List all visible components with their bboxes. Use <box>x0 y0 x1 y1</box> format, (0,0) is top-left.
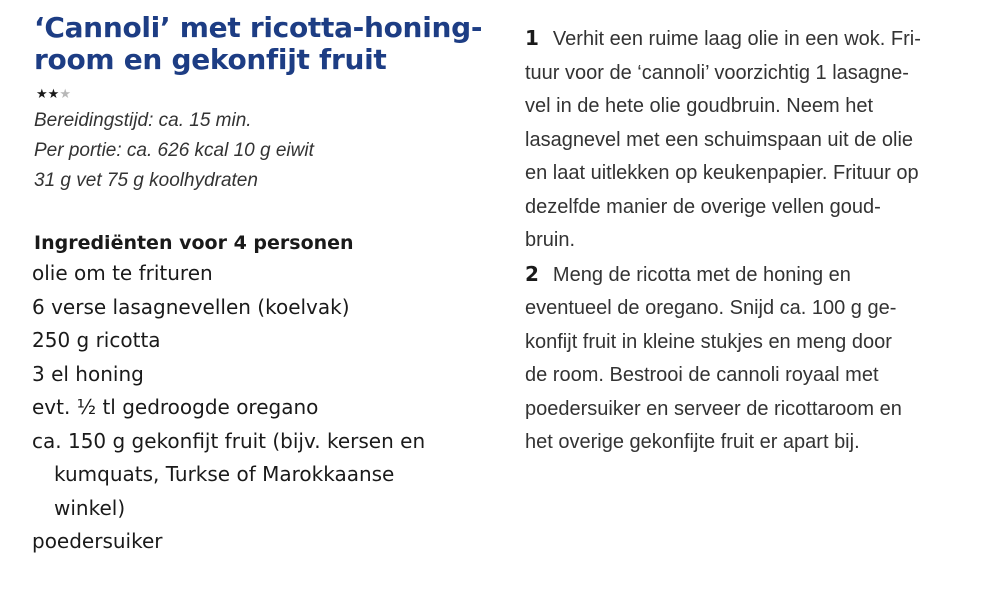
ingredient-item: poedersuiker <box>32 529 163 553</box>
recipe-meta <box>34 106 500 196</box>
step-1 <box>525 22 975 258</box>
ingredient-item: 250 g ricotta <box>32 328 161 352</box>
ingredient-item: olie om te frituren <box>32 261 213 285</box>
macros: 31 g vet 75 g koolhydraten <box>34 170 258 191</box>
step-line: de room. Bestrooi de cannoli royaal met <box>525 364 879 386</box>
step-line: konfijt fruit in kleine stukjes en meng door <box>525 330 892 353</box>
title-line-2: room en gekonfijt fruit <box>34 43 387 76</box>
ingredient-item: evt. ½ tl gedroogde oregano <box>32 395 319 419</box>
ingredient-item: ca. 150 g gekonfijt fruit (bijv. kersen en kumquats, Turkse of Marokkaanse winkel) <box>32 428 426 520</box>
star-filled-icon: ★★ <box>36 87 60 102</box>
step-line: 1 Verhit een ruime laag olie in een wok. Fri- <box>525 26 921 50</box>
per-portion: Per portie: ca. 626 kcal 10 g eiwit <box>34 140 314 161</box>
step-line: dezelfde manier de overige vellen goud- <box>525 195 881 218</box>
step-number: 2 <box>525 261 539 286</box>
step-line: eventueel de oregano. Snijd ca. 100 g ge- <box>525 297 897 319</box>
step-number: 1 <box>525 26 539 50</box>
prep-time: Bereidingstijd: ca. 15 min. <box>34 110 252 131</box>
right-column <box>525 22 975 460</box>
ingredient-item: 3 el honing <box>32 361 144 386</box>
step-2 <box>525 258 975 460</box>
step-line: bruin. <box>525 229 576 251</box>
difficulty-rating <box>36 88 500 102</box>
ingredient-item: 6 verse lasagnevellen (koelvak) <box>32 294 350 319</box>
step-line: het overige gekonfijte fruit er apart bij. <box>525 431 860 453</box>
step-line: 2 Meng de ricotta met de honing en <box>525 261 851 286</box>
step-line: tuur voor de ‘cannoli’ voorzichtig 1 lasagne- <box>525 61 909 84</box>
recipe-title <box>34 12 500 76</box>
title-line-1: ‘Cannoli’ met ricotta-honing- <box>34 11 483 44</box>
left-column <box>30 12 500 559</box>
star-empty-icon: ★ <box>59 87 71 102</box>
step-line: poedersuiker en serveer de ricottaroom en <box>525 397 902 420</box>
step-line: en laat uitlekken op keukenpapier. Frituur op <box>525 162 919 184</box>
ingredients-list <box>30 257 500 559</box>
step-line: lasagnevel met een schuimspaan uit de olie <box>525 128 914 151</box>
step-line: vel in de hete olie goudbruin. Neem het <box>525 95 874 117</box>
ingredients-heading: Ingrediënten voor 4 personen <box>34 232 354 254</box>
